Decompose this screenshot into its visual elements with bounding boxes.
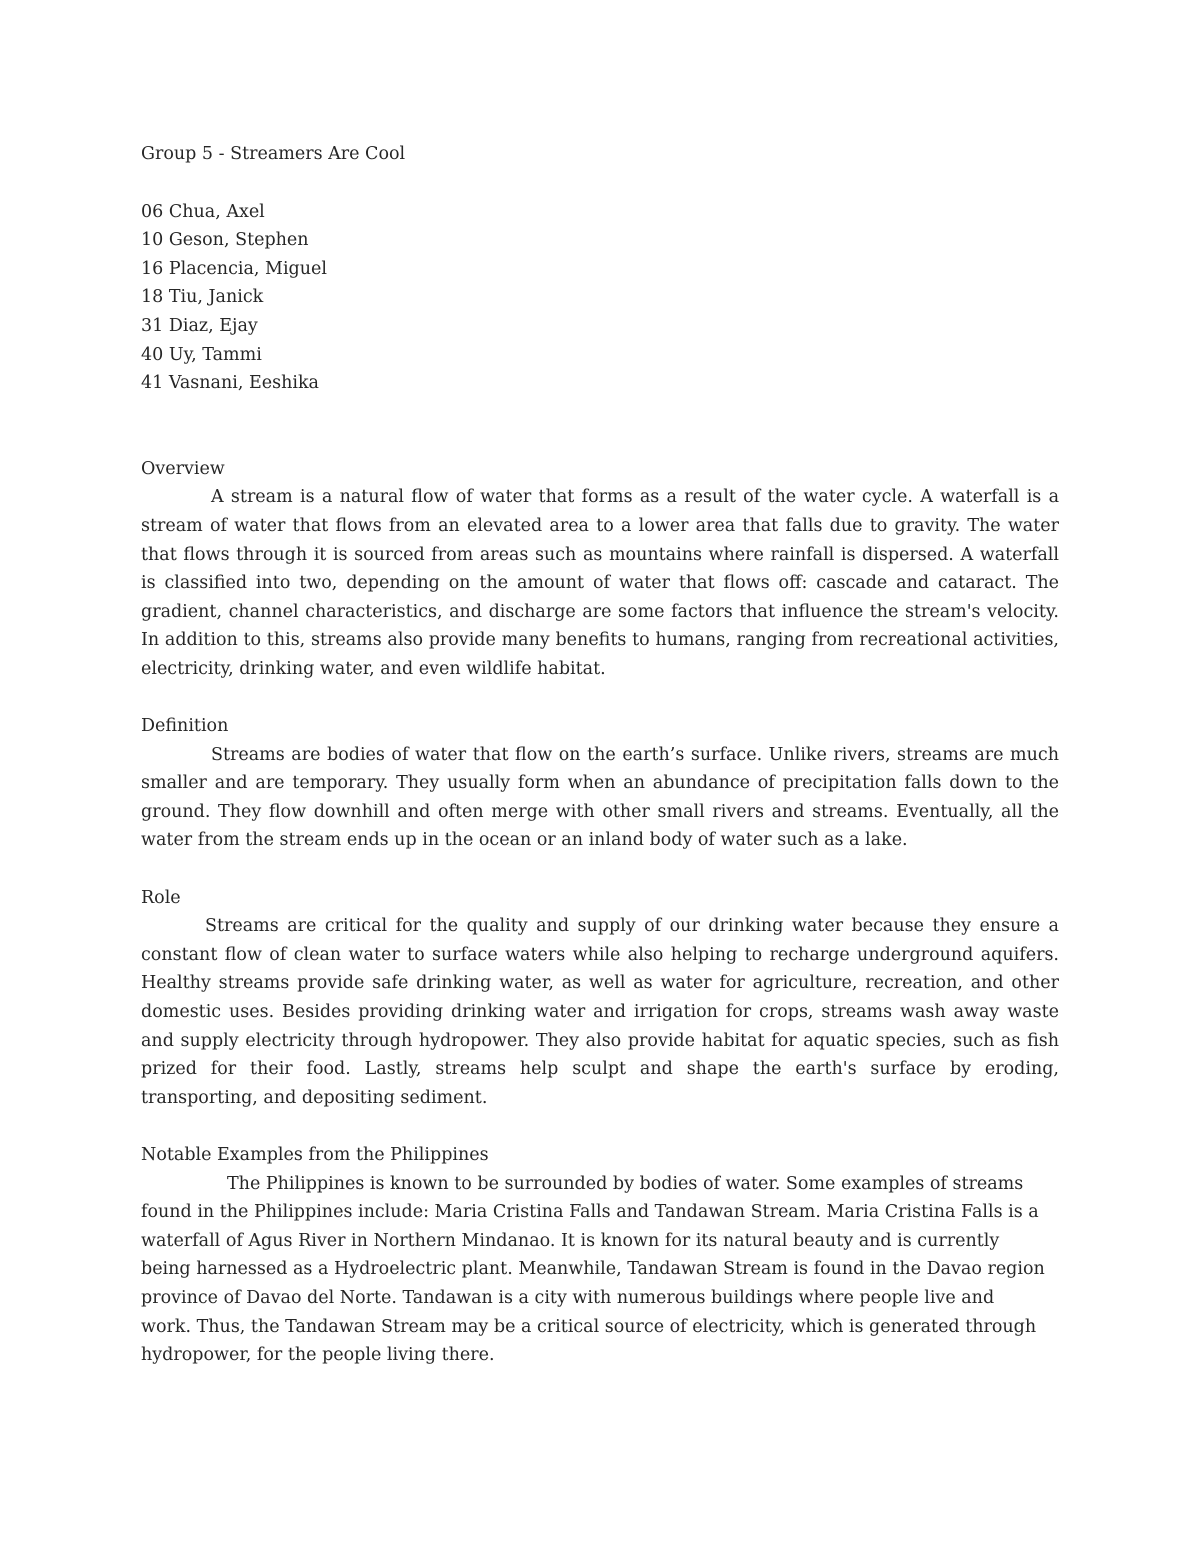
member-item: 06 Chua, Axel (141, 201, 265, 222)
document-content (141, 140, 1059, 1370)
definition-paragraph: Streams are bodies of water that flow on the earth’s surface. Unlike rivers, streams are much smaller and are temporary. They usually form when an abundance of precipitation falls down to the ground. They flow downhill and often merge with other small rivers and streams. Eventually, all the water from the stream ends up in the ocean or an inland body of water such as a lake. (141, 744, 1059, 851)
role-paragraph: Streams are critical for the quality and supply of our drinking water because they ensure a constant flow of clean water to surface waters while also helping to recharge underground aquifers. Healthy streams provide safe drinking water, as well as water for agriculture, recreation, and other domestic uses. Besides providing drinking water and irrigation for crops, streams wash away waste and supply electricity through hydropower. They also provide habitat for aquatic species, such as fish prized for their food. Lastly, streams help sculpt and shape the earth's surface by eroding, transporting, and depositing sediment. (141, 916, 1059, 1108)
overview-section (141, 455, 1059, 684)
member-item: 16 Placencia, Miguel (141, 258, 327, 279)
overview-heading: Overview (141, 458, 225, 479)
member-list (141, 198, 1059, 398)
role-heading: Role (141, 887, 181, 908)
overview-paragraph: A stream is a natural flow of water that forms as a result of the water cycle. A waterfall is a stream of water that flows from an elevated area to a lower area that falls due to gravity. The water that flows through it is sourced from areas such as mountains where rainfall is dispersed. A waterfall is classified into two, depending on the amount of water that flows off: cascade and cataract. The gradient, channel characteristics, and discharge are some factors that influence the stream's velocity. In addition to this, streams also provide many benefits to humans, ranging from recreational activities, electricity, drinking water, and even wildlife habitat. (141, 487, 1059, 679)
member-item: 31 Diaz, Ejay (141, 315, 258, 336)
member-item: 10 Geson, Stephen (141, 230, 309, 251)
notable-examples-paragraph: The Philippines is known to be surrounded by bodies of water. Some examples of streams found in the Philippines include: Maria Cristina Falls and Tandawan Stream. Maria Cristina Falls is a waterfall of Agus River in Northern Mindanao. It is known for its natural beauty and is currently being harnessed as a Hydroelectric plant. Meanwhile, Tandawan Stream is found in the Davao region province of Davao del Norte. Tandawan is a city with numerous buildings where people live and work. Thus, the Tandawan Stream may be a critical source of electricity, which is generated through hydropower, for the people living there. (141, 1173, 1045, 1366)
notable-examples-section (141, 1141, 1059, 1370)
notable-examples-heading: Notable Examples from the Philippines (141, 1145, 489, 1165)
member-item: 40 Uy, Tammi (141, 344, 262, 365)
definition-section (141, 712, 1059, 855)
definition-heading: Definition (141, 716, 229, 737)
role-section (141, 884, 1059, 1113)
document-title: Group 5 - Streamers Are Cool (141, 144, 406, 164)
member-item: 41 Vasnani, Eeshika (141, 373, 319, 394)
member-item: 18 Tiu, Janick (141, 287, 264, 308)
